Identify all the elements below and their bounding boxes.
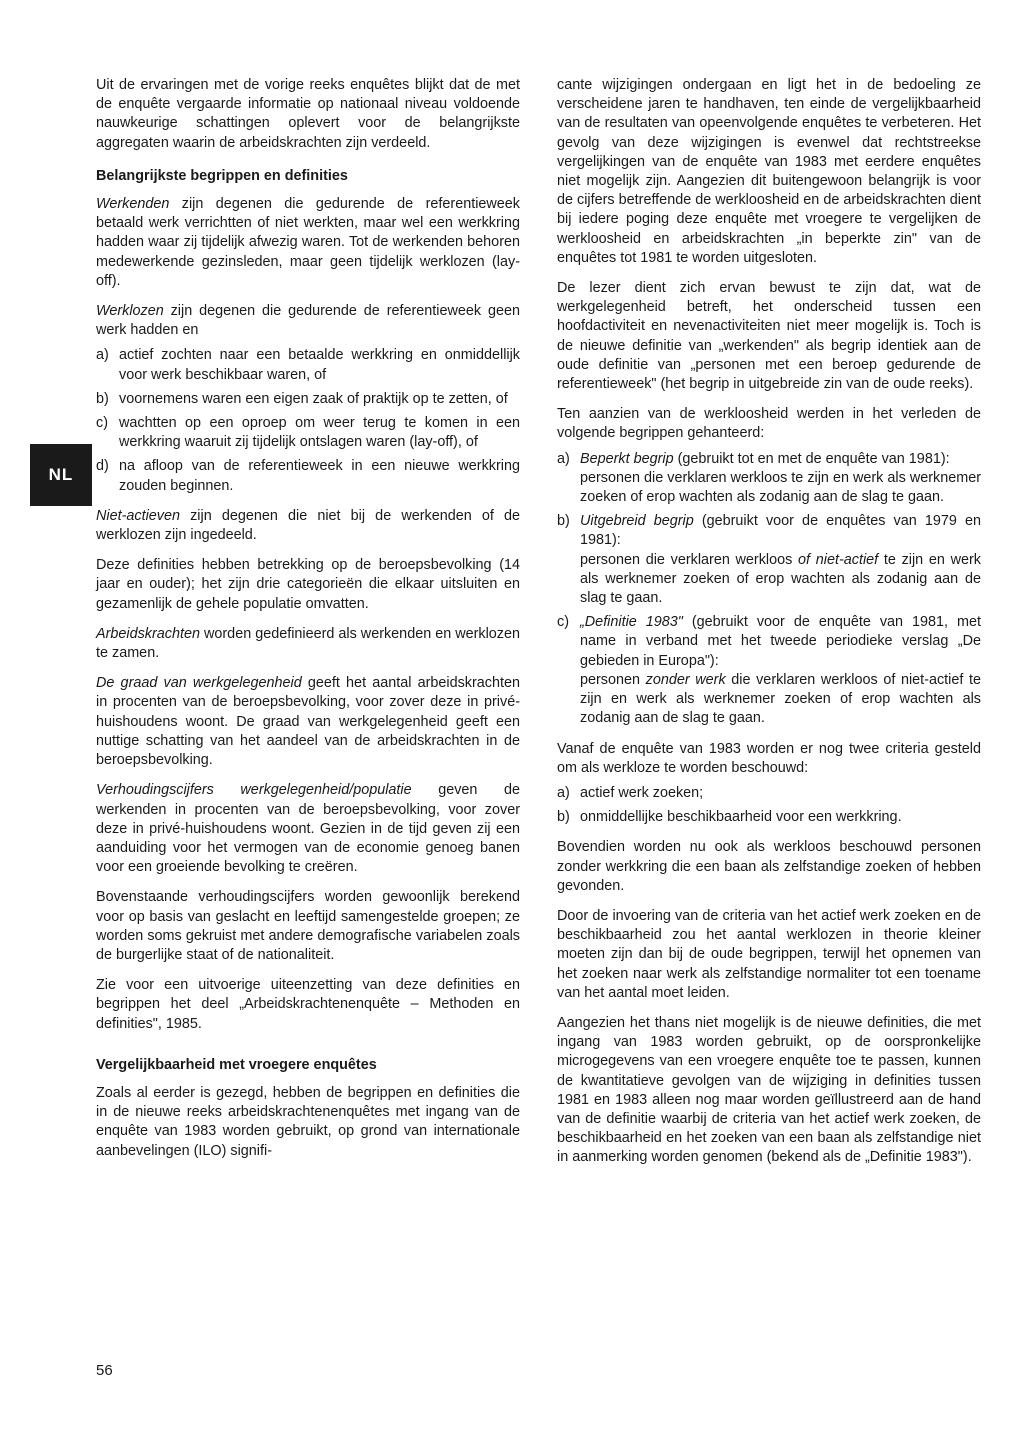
aanzien-paragraph: Ten aanzien van de werkloosheid werden in het verleden de volgende begrippen gehanteerd: <box>557 406 981 442</box>
list-subtext <box>580 671 981 729</box>
term-definitie-1983: „Definitie 1983" <box>580 614 683 631</box>
invoering-paragraph: Door de invoering van de criteria van het actief werk zoeken en de beschikbaarheid zou het aantal werklozen in theorie kleiner moeten zijn dan bij de oude begrippen, terwijl het opnemen van het zoeken naar werk als zelfstandige normaliter tot een toename van het aantal moet leiden. <box>557 907 981 1001</box>
graad-paragraph <box>96 674 520 770</box>
lezer-paragraph: De lezer dient zich ervan bewust te zijn dat, wat de werkgelegenheid betreft, het onderscheid tussen een hoofdactiviteit en nevenactiviteiten niet meer mogelijk is. Toch is de nieuwe definitie van „werkenden" als begrip identiek aan de oude definitie van „personen met een beroep gedurende de referentieweek" (het begrip in uitgebreide zin van de oude reeks). <box>557 280 981 393</box>
list-marker: a) <box>557 784 570 801</box>
list-item <box>96 346 520 384</box>
werkenden-paragraph <box>96 195 520 291</box>
definities-paragraph: Deze definities hebben betrekking op de beroepsbevolking (14 jaar en ouder); het zijn drie categorieën die elkaar uitsluiten en gezamenlijk de gehele populatie omvatten. <box>96 557 520 612</box>
list-text: (gebruikt voor de enquêtes van 1979 en 1981): <box>580 513 981 549</box>
arbeidskrachten-text: worden gedefinieerd als werkenden en werklozen te zamen. <box>96 625 520 662</box>
subtext-part: die verklaren werkloos of niet-actief te zijn en werk als werknemer zoeken of erop wachten als zodanig aan de slag te gaan. <box>580 671 981 727</box>
bovenstaande-paragraph: Bovenstaande verhoudingscijfers worden gewoonlijk berekend voor op basis van geslacht en leeftijd samengestelde groepen; ze worden soms gekruist met andere demografische variabelen zoals de burgerlijke staat of de nationaliteit. <box>96 889 520 963</box>
bovendien-paragraph: Bovendien worden nu ook als werkloos beschouwd personen zonder werkkring die een baan als zelfstandige zoeken of hebben gevonden. <box>557 839 981 894</box>
list-item <box>557 613 981 728</box>
term-arbeidskrachten: Arbeidskrachten <box>96 625 200 642</box>
term-nietactieven: Niet-actieven <box>96 507 180 524</box>
subtext-part: te zijn en werk als werknemer zoeken of erop wachten als zodanig aan de slag te gaan. <box>580 551 981 607</box>
list-marker: b) <box>557 513 570 530</box>
list-marker: a) <box>557 450 570 467</box>
nietactieven-text: zijn degenen die niet bij de werkenden of de werklozen zijn ingedeeld. <box>96 507 520 544</box>
werklozen-criteria-list <box>96 346 520 495</box>
subtext-part: personen <box>580 671 646 688</box>
list-text: na afloop van de referentieweek in een nieuwe werkkring zouden beginnen. <box>119 458 520 494</box>
list-marker: c) <box>557 614 569 631</box>
vanaf-paragraph: Vanaf de enquête van 1983 worden er nog twee criteria gesteld om als werkloze te worden beschouwd: <box>557 740 981 776</box>
list-text: wachtten op een oproep om weer terug te komen in een werkkring waaruit zij tijdelijk ontslagen waren (lay-off), of <box>119 415 520 451</box>
list-item <box>557 512 981 608</box>
aangezien-paragraph: Aangezien het thans niet mogelijk is de nieuwe definities, die met ingang van 1983 worden gebruikt, op de oorspronkelijke microgegevens van een vroegere enquête toe te passen, kunnen de kwantitatieve gevolgen van de wijziging in definities tussen 1981 en 1983 alleen nog maar worden geïllustreerd aan de hand van de definitie waarbij de criteria van het actief werk zoeken, de beschikbaarheid en het zoeken van een baan als zelfstandige niet in aanmerking worden genomen (bekend als de „Definitie 1983"). <box>557 1014 981 1166</box>
werklozen-paragraph <box>96 302 520 340</box>
list-marker: d) <box>96 458 109 475</box>
list-item <box>557 450 981 508</box>
list-marker: c) <box>96 415 108 432</box>
term-verhoudingscijfers: Verhoudingscijfers werkgelegenheid/populatie <box>96 782 412 799</box>
list-text: actief zochten naar een betaalde werkkring en onmiddellijk voor werk beschikbaar waren, of <box>119 347 520 383</box>
list-item <box>96 390 520 409</box>
list-text: onmiddellijke beschikbaarheid voor een werkkring. <box>580 809 902 826</box>
list-marker: b) <box>557 809 570 826</box>
list-subtext: personen die verklaren werkloos te zijn en werk als werknemer zoeken of erop wachten als zodanig aan de slag te gaan. <box>580 469 981 506</box>
graad-text: geeft het aantal arbeidskrachten in procenten van de beroepsbevolking, voor zover deze in privé-huishoudens woont. De graad van werkgelegenheid geeft een nuttige schatting van het aandeel van de arbeidskrachten in de beroepsbevolking. <box>96 675 520 769</box>
term-uitgebreid-begrip: Uitgebreid begrip <box>580 513 694 530</box>
list-marker: b) <box>96 390 109 407</box>
term-werklozen: Werklozen <box>96 303 164 320</box>
begrippen-list <box>557 450 981 729</box>
list-item <box>96 457 520 495</box>
list-item <box>557 784 981 803</box>
list-subtext <box>580 551 981 609</box>
subtext-italic: zonder werk <box>645 671 726 688</box>
list-text: (gebruikt voor de enquête van 1981, met name in verband met het tweede periodieke verslag „De gebieden in Europa"): <box>580 614 981 669</box>
criteria-list <box>557 784 981 827</box>
list-text: voornemens waren een eigen zaak of praktijk op te zetten, of <box>119 390 508 407</box>
cante-paragraph: cante wijzigingen ondergaan en ligt het in de bedoeling ze verscheidene jaren te handhaven, ten einde de vergelijkbaarheid van de resultaten van opeenvolgende enquêtes te verbeteren. Het gevolg van deze wijzigingen is evenwel dat rechtstreekse vergelijkingen van de enquête van 1983 met eerdere enquêtes niet mogelijk zijn. Aangezien dit buitengewoon belangrijk is voor de cijfers betreffende de werkloosheid en de arbeidskrachten dient bij iedere poging deze enquête met vroegere te vergelijken de werkloosheid en arbeidskrachten „in beperkte zin" van de enquêtes tot 1981 te worden uitgesloten. <box>557 77 981 266</box>
verhoudingscijfers-text: geven de werkenden in procenten van de beroepsbevolking, voor zover deze in privé-huishoudens woont. Gezien in de tijd geven zij een aanduiding voor het vermogen van de economie genoeg banen voor een groeiende bevolking te creëren. <box>96 782 520 876</box>
arbeidskrachten-paragraph <box>96 625 520 663</box>
term-werkenden: Werkenden <box>96 196 170 213</box>
intro-paragraph: Uit de ervaringen met de vorige reeks enquêtes blijkt dat de met de enquête vergaarde informatie op nationaal niveau voldoende nauwkeurige schattingen oplevert voor de belangrijkste aggregaten waarin de arbeidskrachten zijn verdeeld. <box>96 77 520 151</box>
werkenden-text: zijn degenen die gedurende de referentieweek betaald werk verrichtten of niet werkten, maar wel een werkkring hadden waar zij tijdelijk afwezig waren. Tot de werkenden behoren medewerkende gezinsleden, maar geen tijdelijk werklozen (lay-off). <box>96 196 520 289</box>
left-column <box>96 76 520 1172</box>
term-beperkt-begrip: Beperkt begrip <box>580 450 674 467</box>
werklozen-text: zijn degenen die gedurende de referentieweek geen werk hadden en <box>96 303 520 339</box>
heading-definitions: Belangrijkste begrippen en definities <box>96 167 348 184</box>
verhoudingscijfers-paragraph <box>96 781 520 877</box>
page-number: 56 <box>96 1362 113 1379</box>
nietactieven-paragraph <box>96 507 520 545</box>
subtext-part: personen die verklaren werkloos <box>580 551 799 568</box>
list-item <box>557 808 981 827</box>
subtext-italic: of niet-actief <box>798 551 879 568</box>
right-column <box>557 76 981 1179</box>
list-marker: a) <box>96 347 109 364</box>
list-item <box>96 414 520 452</box>
list-text: actief werk zoeken; <box>580 784 704 801</box>
term-graad: De graad van werkgelegenheid <box>96 675 302 692</box>
zoals-paragraph: Zoals al eerder is gezegd, hebben de begrippen en definities die in de nieuwe reeks arbeidskrachtenenquêtes met ingang van de enquête van 1983 worden gebruikt, op grond van internationale aanbevelingen (ILO) signifi- <box>96 1084 520 1159</box>
heading-comparability: Vergelijkbaarheid met vroegere enquêtes <box>96 1056 377 1073</box>
language-tab: NL <box>30 444 92 506</box>
list-text: (gebruikt tot en met de enquête van 1981): <box>673 450 950 467</box>
zie-paragraph: Zie voor een uitvoerige uiteenzetting van deze definities en begrippen het deel „Arbeidskrachtenenquête – Methoden en definities", 1985. <box>96 977 520 1032</box>
